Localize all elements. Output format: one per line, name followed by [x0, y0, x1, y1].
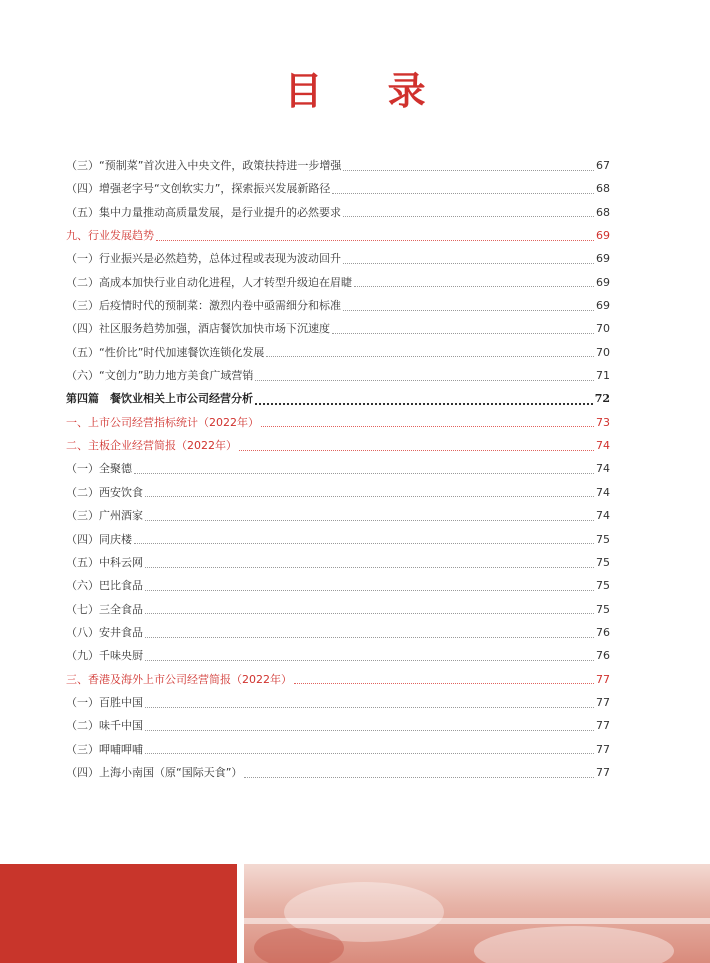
- toc-entry[interactable]: [66, 531, 610, 554]
- dot-leader: [134, 473, 594, 474]
- toc-entry[interactable]: [66, 764, 610, 787]
- toc-entry-label: （二）味千中国: [66, 719, 143, 733]
- dot-leader: [343, 263, 594, 264]
- toc-entry-page-number: 67: [596, 159, 610, 172]
- toc-entry[interactable]: [66, 320, 610, 343]
- toc-entry[interactable]: [66, 180, 610, 203]
- dot-leader: [134, 543, 594, 544]
- toc-entry-label: （五）中科云网: [66, 555, 143, 569]
- dot-leader: [244, 777, 594, 778]
- toc-entry-label: 二、主板企业经营简报（2022年）: [66, 439, 237, 453]
- toc-entry[interactable]: [66, 624, 610, 647]
- dot-leader: [145, 590, 594, 591]
- toc-entry[interactable]: [66, 250, 610, 273]
- toc-entry-label: （六）巴比食品: [66, 579, 143, 593]
- toc-entry-label: 一、上市公司经营指标统计（2022年）: [66, 415, 259, 429]
- dot-leader: [145, 613, 594, 614]
- dot-leader: [145, 660, 594, 661]
- toc-entry-label: （四）增强老字号“文创软实力”，探索振兴发展新路径: [66, 182, 331, 196]
- dot-leader: [255, 403, 593, 405]
- toc-entry-label: 九、行业发展趋势: [66, 229, 154, 243]
- toc-entry[interactable]: [66, 694, 610, 717]
- toc-entry-page-number: 74: [596, 509, 610, 523]
- water-splash-decoration: [474, 926, 674, 963]
- toc-entry-label: （九）千味央厨: [66, 649, 143, 663]
- light-band-decoration: [244, 918, 710, 924]
- toc-entry-page-number: 75: [596, 532, 610, 546]
- toc-entry-page-number: 74: [596, 439, 610, 453]
- dot-leader: [266, 356, 594, 357]
- toc-entry-label: 第四篇 餐饮业相关上市公司经营分析: [66, 392, 253, 406]
- footer-red-block: [0, 864, 237, 963]
- toc-entry[interactable]: [66, 647, 610, 670]
- toc-entry-page-number: 74: [596, 462, 610, 476]
- toc-entry-page-number: 74: [596, 485, 610, 499]
- toc-entry[interactable]: [66, 297, 610, 320]
- toc-entry-label: （一）全聚德: [66, 462, 132, 476]
- dot-leader: [294, 683, 594, 684]
- toc-entry-page-number: 77: [596, 672, 610, 686]
- toc-entry-label: （三）后疫情时代的预制菜：激烈内卷中亟需细分和标准: [66, 299, 341, 313]
- toc-entry-label: （二）高成本加快行业自动化进程，人才转型升级迫在眉睫: [66, 275, 352, 289]
- toc-entry[interactable]: [66, 437, 610, 460]
- toc-entry[interactable]: [66, 554, 610, 577]
- toc-entry-page-number: 75: [596, 602, 610, 616]
- toc-entry-label: （四）社区服务趋势加强，酒店餐饮加快市场下沉速度: [66, 322, 330, 336]
- toc-entry-page-number: 69: [596, 229, 610, 243]
- toc-entry-label: （三）“预制菜”首次进入中央文件，政策扶持进一步增强: [66, 159, 342, 172]
- toc-entry[interactable]: [66, 227, 610, 250]
- dot-leader: [145, 567, 594, 568]
- toc-entry-page-number: 68: [596, 182, 610, 196]
- dot-leader: [343, 310, 594, 311]
- page-title: 目 录: [284, 69, 452, 113]
- toc-entry-page-number: 70: [596, 322, 610, 336]
- toc-entry-label: 三、香港及海外上市公司经营简报（2022年）: [66, 672, 292, 686]
- dot-leader: [239, 450, 594, 451]
- dot-leader: [343, 170, 594, 171]
- toc-entry-page-number: 76: [596, 625, 610, 639]
- toc-entry[interactable]: [66, 460, 610, 483]
- dot-leader: [332, 193, 594, 194]
- toc-entry[interactable]: [66, 671, 610, 694]
- toc-entry-page-number: 72: [594, 392, 610, 406]
- toc-entry-page-number: 69: [596, 275, 610, 289]
- dot-leader: [354, 286, 594, 287]
- toc-entry[interactable]: [66, 484, 610, 507]
- dot-leader: [332, 333, 594, 334]
- dot-leader: [145, 707, 594, 708]
- toc-entry-page-number: 76: [596, 649, 610, 663]
- toc-entry[interactable]: [66, 507, 610, 530]
- dot-leader: [156, 240, 594, 241]
- dot-leader: [343, 216, 594, 217]
- toc-entry-label: （一）行业振兴是必然趋势，总体过程或表现为波动回升: [66, 252, 341, 266]
- toc-entry[interactable]: [66, 344, 610, 367]
- toc-entry[interactable]: [66, 717, 610, 740]
- toc-entry-page-number: 68: [596, 205, 610, 219]
- dot-leader: [145, 730, 594, 731]
- dot-leader: [145, 753, 594, 754]
- toc-entry-label: （七）三全食品: [66, 602, 143, 616]
- dot-leader: [145, 520, 594, 521]
- footer-photo-banner: [244, 864, 710, 963]
- toc-entry-label: （三）呷哺呷哺: [66, 742, 143, 756]
- dot-leader: [145, 637, 594, 638]
- toc-entry[interactable]: [66, 204, 610, 227]
- water-splash-decoration: [254, 928, 344, 963]
- toc-entry-page-number: 77: [596, 719, 610, 733]
- toc-entry-label: （四）同庆楼: [66, 532, 132, 546]
- toc-entry[interactable]: [66, 157, 610, 180]
- toc-entry-label: （一）百胜中国: [66, 695, 143, 709]
- toc-entry[interactable]: [66, 577, 610, 600]
- toc-entry-label: （五）“性价比”时代加速餐饮连锁化发展: [66, 345, 265, 359]
- toc-entry[interactable]: [66, 274, 610, 297]
- toc-entry[interactable]: [66, 390, 610, 413]
- toc-entry-page-number: 77: [596, 695, 610, 709]
- toc-entry-page-number: 77: [596, 765, 610, 779]
- table-of-contents: [66, 157, 610, 787]
- toc-entry-page-number: 77: [596, 742, 610, 756]
- toc-entry-label: （六）“文创力”助力地方美食广域营销: [66, 369, 254, 383]
- toc-entry-label: （三）广州酒家: [66, 509, 143, 523]
- toc-entry-page-number: 69: [596, 299, 610, 313]
- toc-entry-label: （四）上海小南国（原“国际天食”）: [66, 765, 243, 779]
- toc-entry[interactable]: [66, 367, 610, 390]
- dot-leader: [145, 496, 594, 497]
- toc-entry-page-number: 75: [596, 555, 610, 569]
- toc-entry[interactable]: [66, 414, 610, 437]
- toc-entry-page-number: 75: [596, 579, 610, 593]
- toc-entry-label: （八）安井食品: [66, 625, 143, 639]
- toc-entry-page-number: 69: [596, 252, 610, 266]
- toc-entry-page-number: 70: [596, 345, 610, 359]
- dot-leader: [261, 426, 594, 427]
- toc-entry[interactable]: [66, 741, 610, 764]
- toc-entry-page-number: 73: [596, 415, 610, 429]
- toc-entry[interactable]: [66, 601, 610, 624]
- toc-entry-label: （五）集中力量推动高质量发展，是行业提升的必然要求: [66, 205, 341, 219]
- dot-leader: [255, 380, 594, 381]
- toc-entry-label: （二）西安饮食: [66, 485, 143, 499]
- toc-entry-page-number: 71: [596, 369, 610, 383]
